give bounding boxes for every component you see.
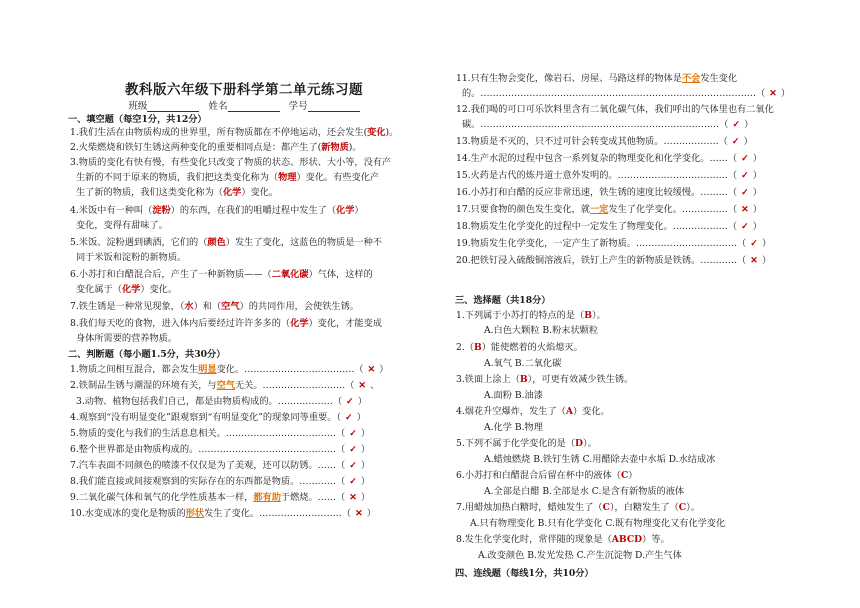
judge-left-item: 10.水变成冰的变化是物质的形状发生了变化。………………………（ ✕ ） (70, 508, 376, 519)
id-label: 学号 (288, 101, 308, 112)
fill-q3-cont: 生新的不同于原来的物质，我们把这类变化称为（物理）变化。有些变化产 (76, 172, 380, 183)
page-title: 教科版六年级下册科学第二单元练习题 (125, 82, 363, 98)
judge-right-item: 15.火药是古代的炼丹道士意外发明的。………………………………（ ✓ ） (456, 170, 762, 181)
fill-q8: 8.我们每天吃的食物，进入体内后要经过许许多多的（化学）变化，才能变成 (70, 318, 382, 329)
name-label: 姓名 (208, 101, 228, 112)
judge-right-item: 19.物质发生化学变化，一定产生了新物质。……………………………（ ✓ ） (456, 238, 772, 249)
section-fill-heading: 一、填空题（每空1分，共12分） (68, 114, 207, 125)
choice-q4: 4.烟花升空爆炸，发生了（A）变化。 (456, 406, 610, 417)
judge-right-item: 17.只要食物的颜色发生变化，就一定发生了化学变化。……………（ ✕ ） (456, 204, 762, 215)
class-label: 班级 (128, 101, 148, 112)
choice-q7: 7.用蜡烛加热白糖时，蜡烛发生了（C），白糖发生了（C）。 (456, 502, 700, 513)
choice-q3: 3.铁面上涂上（B），可更有效减少铁生锈。 (456, 374, 634, 385)
choice-q7-options: A.只有物理变化 B.只有化学变化 C.既有物理变化又有化学变化 (470, 518, 726, 529)
judge-left-item: 3.动物、植物包括我们自己，都是由物质构成的。………………（ ✓ ） (76, 396, 367, 407)
section-match-heading: 四、连线题（每线1分，共10分） (455, 568, 594, 579)
name-blank[interactable] (228, 101, 280, 112)
fill-q8-cont: 身体所需要的营养物质。 (76, 333, 178, 344)
judge-right-item: 13.物质是不灭的，只不过可针会转变成其他物质。………………（ ✓ ） (456, 136, 753, 147)
judge-left-item: 6.整个世界都是由物质构成的。………………………………………（ ✓ ） (70, 444, 371, 455)
id-blank[interactable] (308, 101, 360, 112)
class-blank[interactable] (147, 101, 199, 112)
choice-q3-options: A.面粉 B.油漆 (484, 390, 543, 401)
judge-right-item: 20.把铁钉浸入硫酸铜溶液后，铁钉上产生的新物质是铁锈。…………（ ✕ ） (456, 255, 772, 266)
judge-left-item: 8.我们能直接或间接观察到的实际存在的东西都是物质。…………（ ✓ ） (70, 476, 371, 487)
choice-q5-options: A.蜡烛燃烧 B.铁钉生锈 C.用醋除去壶中水垢 D.水结成冰 (484, 454, 716, 465)
fill-q4: 4.米饭中有一种叫（淀粉）的东西，在我们的咀嚼过程中发生了（化学） (70, 205, 364, 216)
judge-right-item: 碳。……………………………………………………………………（ ✓ ） (462, 119, 754, 130)
fill-q5-cont: 同于米饭和淀粉的新物质。 (76, 252, 187, 263)
choice-q4-options: A.化学 B.物理 (484, 422, 543, 433)
choice-q2-options: A.氧气 B.二氧化碳 (484, 358, 562, 369)
fill-q2: 2.火柴燃烧和铁钉生锈这两种变化的重要相同点是：都产生了(新物质)。 (70, 142, 362, 153)
fill-q3: 3.物质的变化有快有慢，有些变化只改变了物质的状态、形状、大小等，没有产 (70, 157, 392, 168)
fill-q3-cont2: 生了新的物质，我们这类变化称为（化学）变化。 (76, 187, 279, 198)
judge-left-item: 1.物质之间相互混合，都会发生明显变化。………………………………（ ✕ ） (70, 364, 389, 375)
choice-q6-options: A.全部是白醋 B.全部是水 C.是含有新物质的液体 (484, 486, 685, 497)
judge-right-item: 11.只有生物会变化，像岩石、房屋、马路这样的物体是不会发生变化 (456, 73, 738, 84)
choice-q8: 8.发生化学变化时，常伴随的现象是（ABCD）等。 (456, 534, 670, 545)
fill-q1: 1.我们生活在由物质构成的世界里，所有物质都在不停地运动，还会发生(变化)。 (70, 127, 399, 138)
choice-q6: 6.小苏打和白醋混合后留在杯中的液体（C） (456, 470, 638, 481)
judge-right-item: 18.物质发生化学变化的过程中一定发生了物理变化。………………（ ✓ ） (456, 221, 762, 232)
judge-left-item: 7.汽车表面不同颜色的喷漆不仅仅是为了美观，还可以防锈。……（ ✓ ） (70, 460, 371, 471)
section-choice-heading: 三、选择题（共18分） (455, 295, 551, 306)
judge-left-item: 4.观察到“没有明显变化”跟观察到“有明显变化”的现象同等重要。（ ✓ ） (70, 412, 366, 423)
section-judge-heading: 二、判断题（每小题1.5分，共30分） (68, 349, 226, 360)
judge-right-item: 的。………………………………………………………………………………（ ✕ ） (462, 88, 791, 99)
choice-q8-options: A.改变颜色 B.发光发热 C.产生沉淀物 D.产生气体 (478, 550, 682, 561)
fill-q4-cont: 变化，变得有甜味了。 (76, 220, 168, 231)
student-info (68, 98, 420, 112)
fill-q7: 7.铁生锈是一种常见现象，（水）和（空气）的共同作用，会使铁生锈。 (70, 301, 359, 312)
judge-right-item: 12.我们喝的可口可乐饮料里含有二氧化碳气体，我们呼出的气体里也有二氧化 (456, 104, 774, 115)
choice-q1-options: A.白色大颗粒 B.粉末状颗粒 (484, 325, 599, 336)
choice-q1: 1.下列属于小苏打的特点的是（B）。 (456, 310, 606, 321)
choice-q2: 2.（B）能使燃着的火焰熄灭。 (456, 342, 583, 353)
judge-right-item: 14.生产水泥的过程中包含一系列复杂的物理变化和化学变化。……（ ✓ ） (456, 153, 762, 164)
judge-left-item: 9.二氧化碳气体和氧气的化学性质基本一样，都有助于燃烧。……（ ✕ ） (70, 492, 371, 503)
fill-q6: 6.小苏打和白醋混合后，产生了一种新物质——（二氧化碳）气体，这样的 (70, 269, 373, 280)
judge-right-item: 16.小苏打和白醋的反应非常迅速，铁生锈的速度比较缓慢。………（ ✓ ） (456, 187, 762, 198)
judge-left-item: 5.物质的变化与我们的生活息息相关。………………………………（ ✓ ） (70, 428, 371, 439)
fill-q5: 5.米饭、淀粉遇到碘酒，它们的（颜色）发生了变化，这蓝色的物质是一种不 (70, 237, 382, 248)
judge-left-item: 2.铁制品生锈与潮湿的环境有关，与空气无关。………………………（ ✕ 、 (70, 380, 380, 391)
fill-q6-cont: 变化属于（化学）变化。 (76, 284, 178, 295)
choice-q5: 5.下列不属于化学变化的是（D）。 (456, 438, 597, 449)
